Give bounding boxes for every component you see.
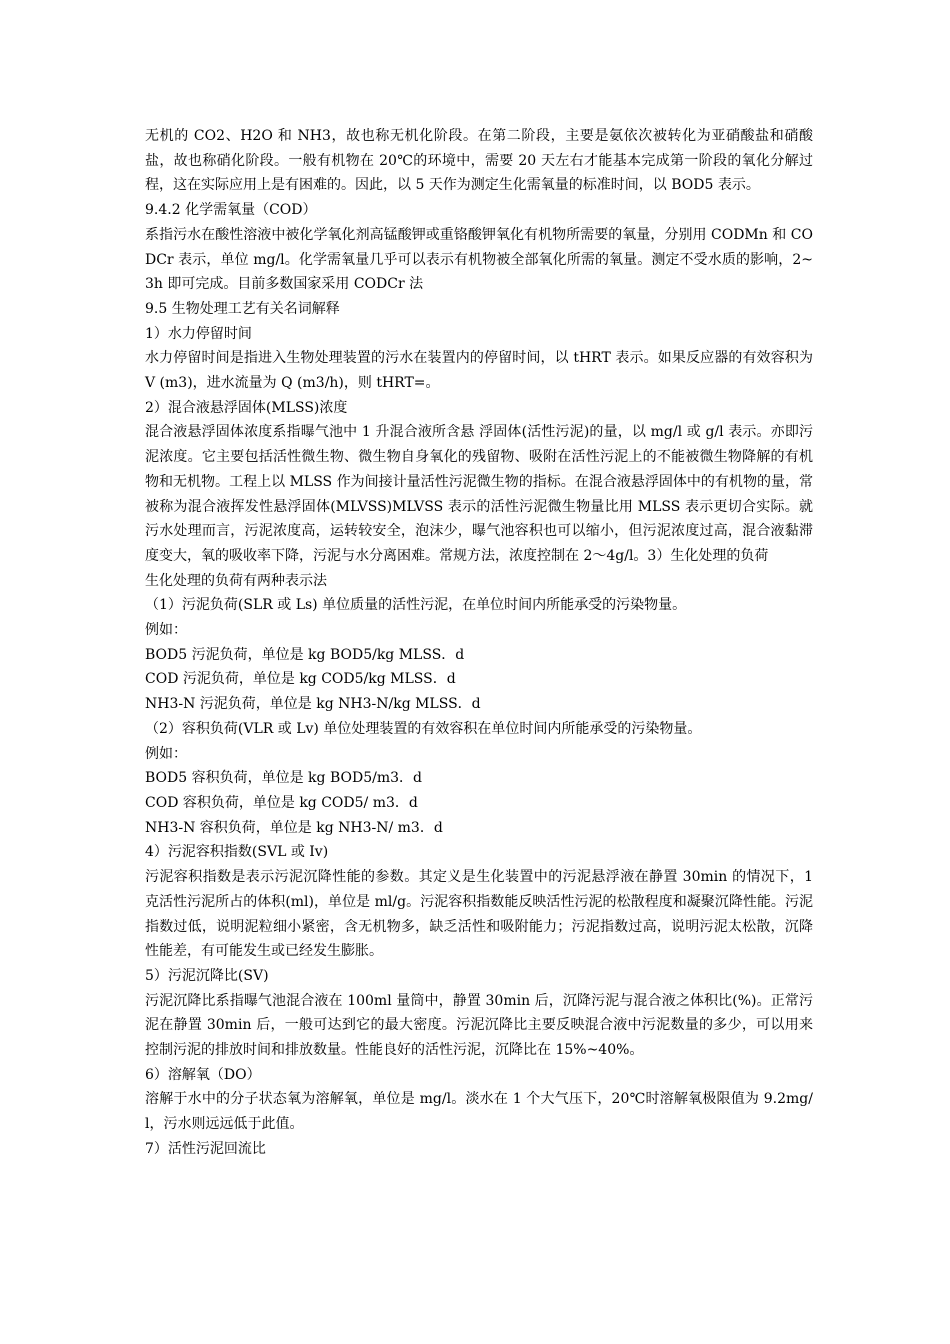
paragraph-example-1: 例如： xyxy=(145,622,187,639)
paragraph-svi: 污泥容积指数是表示污泥沉降性能的参数。其定义是生化装置中的污泥悬浮液在静置 30min 的情况下，1 克活性污泥所占的体积(ml)，单位是 ml/g。污泥容积指数能反映活性污泥的松散程度和凝聚沉降性能。污泥指数过低，说明泥粒细小紧密，含无机物多，缺乏活性和吸附能力；污泥指数过高，说明污泥太松散，沉降性能差，有可能发生或已经发生膨胀。 xyxy=(145,869,813,960)
heading-terms: 9.5 生物处理工艺有关名词解释 xyxy=(145,300,340,317)
line-cod-volume-load: COD 容积负荷，单位是 kg COD5/ m3．d xyxy=(145,794,418,811)
line-nh3n-sludge-load: NH3-N 污泥负荷，单位是 kg NH3-N/kg MLSS．d xyxy=(145,696,481,713)
heading-mlss: 2）混合液悬浮固体(MLSS)浓度 xyxy=(145,399,348,416)
paragraph-hydraulic-retention: 水力停留时间是指进入生物处理装置的污水在装置内的停留时间，以 tHRT 表示。如果反应器的有效容积为 V (m3)，进水流量为 Q (m3/h)，则 tHRT=。 xyxy=(145,350,813,392)
line-bod5-volume-load: BOD5 容积负荷，单位是 kg BOD5/m3．d xyxy=(145,770,422,787)
line-bod5-sludge-load: BOD5 污泥负荷，单位是 kg BOD5/kg MLSS．d xyxy=(145,646,465,663)
paragraph-nitrification: 无机的 CO2、H2O 和 NH3，故也称无机化阶段。在第二阶段，主要是氨依次被转化为亚硝酸盐和硝酸盐，故也称硝化阶段。一般有机物在 20℃的环境中，需要 20 天左右才能基本完成第一阶段的氧化分解过程，这在实际应用上是有困难的。因此，以 5 天作为测定生化需氧量的标准时间，以 BOD5 表示。 xyxy=(145,128,813,194)
paragraph-cod-definition: 系指污水在酸性溶液中被化学氧化剂高锰酸钾或重铬酸钾氧化有机物所需要的氧量，分别用 CODMn 和 CODCr 表示，单位 mg/l。化学需氧量几乎可以表示有机物被全部氧化所需的氧量。测定不受水质的影响，2~3h 即可完成。目前多数国家采用 CODCr 法 xyxy=(145,226,813,293)
heading-svi: 4）污泥容积指数(SVL 或 Iv) xyxy=(145,844,329,861)
paragraph-do: 溶解于水中的分子状态氧为溶解氧，单位是 mg/l。淡水在 1 个大气压下，20℃时溶解氧极限值为 9.2mg/l，污水则远远低于此值。 xyxy=(145,1091,813,1133)
paragraph-mlss: 混合液悬浮固体浓度系指曝气池中 1 升混合液所含悬 浮固体(活性污泥)的量，以 mg/l 或 g/l 表示。亦即污泥浓度。它主要包括活性微生物、微生物自身氧化的残留物、吸附在活性污泥上的不能被微生物降解的有机物和无机物。工程上以 MLSS 作为间接计量活性污泥微生物的指标。在混合液悬浮固体中的有机物的量，常被称为混合液挥发性悬浮固体(MLVSS)MLVSS 表示的活性污泥微生物量比用 MLSS 表示更切合实际。就污水处理而言，污泥浓度高，运转较安全，泡沫少，曝气池容积也可以缩小，但污泥浓度过高，混合液黏滞度变大，氧的吸收率下降，污泥与水分离困难。常规方法，浓度控制在 2～4g/l。3）生化处理的负荷 xyxy=(145,424,813,564)
paragraph-example-2: 例如： xyxy=(145,745,187,762)
heading-sv: 5）污泥沉降比(SV) xyxy=(145,967,269,984)
document-page xyxy=(145,124,813,1162)
heading-do: 6）溶解氧（DO） xyxy=(145,1066,261,1083)
line-nh3n-volume-load: NH3-N 容积负荷，单位是 kg NH3-N/ m3．d xyxy=(145,819,443,836)
line-cod-sludge-load: COD 污泥负荷，单位是 kg COD5/kg MLSS．d xyxy=(145,671,456,688)
paragraph-load-methods: 生化处理的负荷有两种表示法 xyxy=(145,572,327,589)
paragraph-volume-load: （2）容积负荷(VLR 或 Lv) 单位处理装置的有效容积在单位时间内所能承受的污染物量。 xyxy=(145,720,702,737)
paragraph-sv: 污泥沉降比系指曝气池混合液在 100ml 量筒中，静置 30min 后，沉降污泥与混合液之体积比(%)。正常污泥在静置 30min 后，一般可达到它的最大密度。污泥沉降比主要反映混合液中污泥数量的多少，可以用来控制污泥的排放时间和排放数量。性能良好的活性污泥，沉降比在 15%~40%。 xyxy=(145,992,813,1059)
heading-return-ratio: 7）活性污泥回流比 xyxy=(145,1140,266,1157)
paragraph-sludge-load: （1）污泥负荷(SLR 或 Ls) 单位质量的活性污泥，在单位时间内所能承受的污染物量。 xyxy=(145,597,687,614)
heading-hydraulic-retention: 1）水力停留时间 xyxy=(145,325,252,342)
heading-cod: 9.4.2 化学需氧量（COD） xyxy=(145,202,317,219)
